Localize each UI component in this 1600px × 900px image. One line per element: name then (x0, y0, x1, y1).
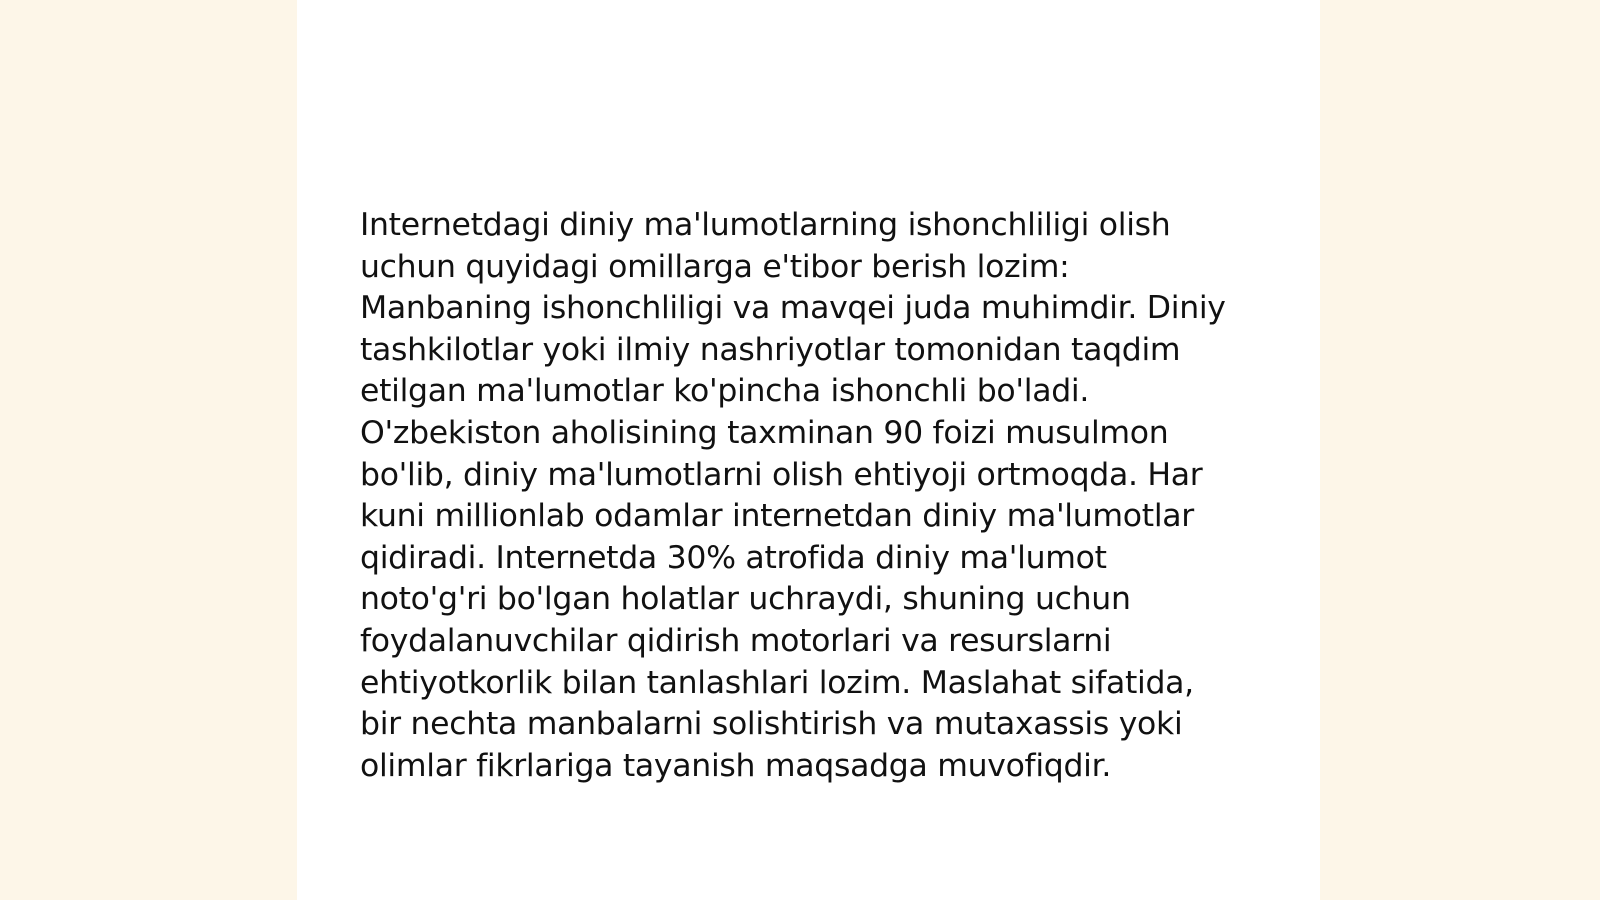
body-paragraph: Internetdagi diniy ma'lumotlarning ishonchliligi olish uchun quyidagi omillarga e'tibor berish lozim: Manbaning ishonchliligi va mavqei juda muhimdir. Diniy tashkilotlar yoki ilmiy nashriyotlar tomonidan taqdim etilgan ma'lumotlar ko'pincha ishonchli bo'ladi. O'zbekiston aholisining taxminan 90 foizi musulmon bo'lib, diniy ma'lumotlarni olish ehtiyoji ortmoqda. Har kuni millionlab odamlar internetdan diniy ma'lumotlar qidiradi. Internetda 30% atrofida diniy ma'lumot noto'g'ri bo'lgan holatlar uchraydi, shuning uchun foydalanuvchilar qidirish motorlari va resurslarni ehtiyotkorlik bilan tanlashlari lozim. Maslahat sifatida, bir nechta manbalarni solishtirish va mutaxassis yoki olimlar fikrlariga tayanish maqsadga muvofiqdir. (360, 207, 1226, 784)
slide-page (297, 0, 1320, 900)
